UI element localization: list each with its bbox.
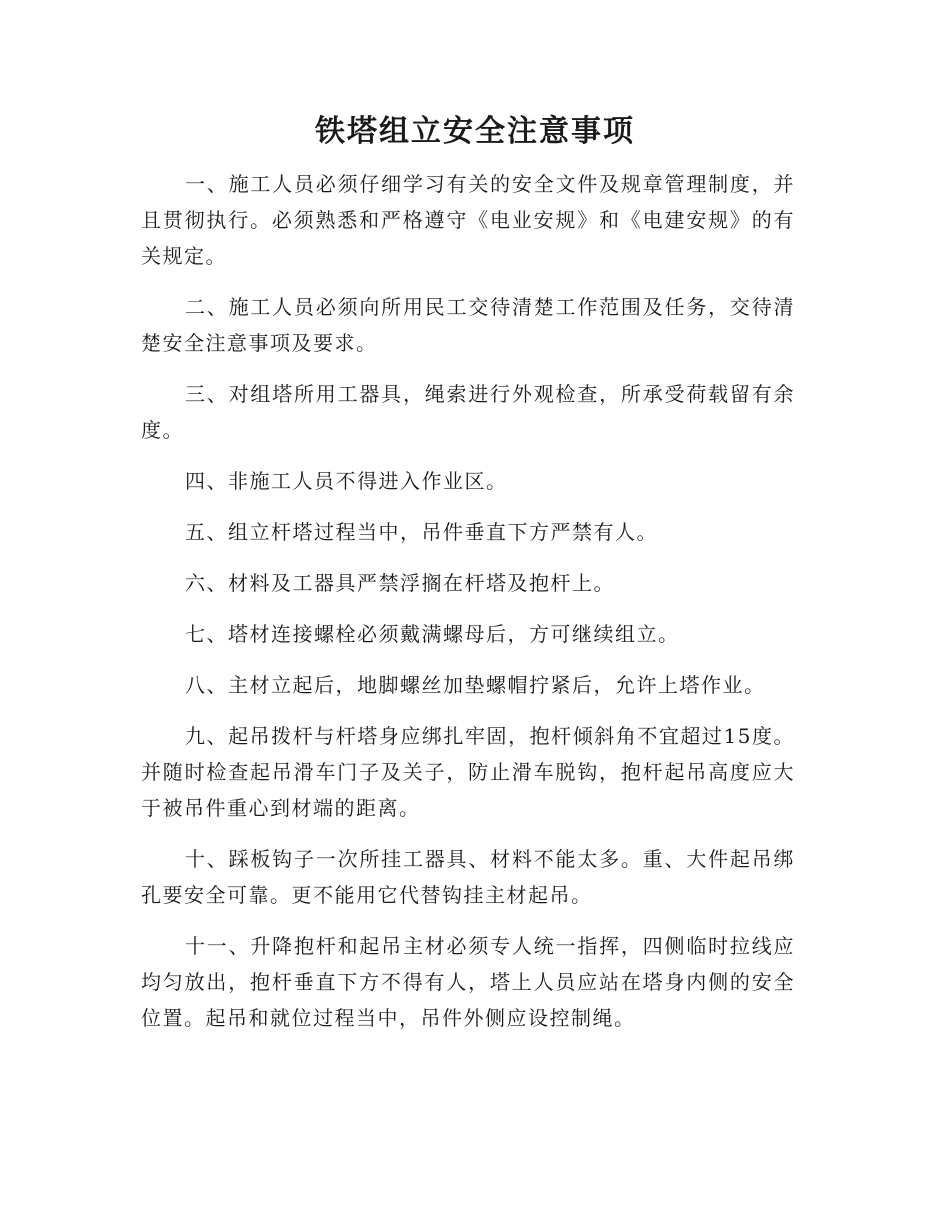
paragraph: 十一、升降抱杆和起吊主材必须专人统一指挥，四侧临时拉线应均匀放出，抱杆垂直下方不得有人，塔上人员应站在塔身内侧的安全位置。起吊和就位过程当中，吊件外侧应设控制绳。 [141,934,795,1030]
document-title: 铁塔组立安全注意事项 [315,114,635,149]
paragraph: 一、施工人员必须仔细学习有关的安全文件及规章管理制度，并且贯彻执行。必须熟悉和严格遵守《电业安规》和《电建安规》的有关规定。 [141,172,795,268]
paragraph: 八、主材立起后，地脚螺丝加垫螺帽拧紧后，允许上塔作业。 [185,673,766,697]
paragraph: 四、非施工人员不得进入作业区。 [185,469,508,493]
paragraph: 七、塔材连接螺栓必须戴满螺母后，方可继续组立。 [185,622,680,646]
paragraph: 三、对组塔所用工器具，绳索进行外观检查，所承受荷载留有余度。 [141,382,795,442]
paragraph: 九、起吊拨杆与杆塔身应绑扎牢固，抱杆倾斜角不宜超过15度。并随时检查起吊滑车门子及关子，防止滑车脱钩，抱杆起吊高度应大于被吊件重心到材端的距离。 [141,724,795,820]
document-body [141,166,795,1051]
paragraph: 五、组立杆塔过程当中，吊件垂直下方严禁有人。 [185,520,658,544]
paragraph: 二、施工人员必须向所用民工交待清楚工作范围及任务，交待清楚安全注意事项及要求。 [141,295,795,355]
paragraph: 十、踩板钩子一次所挂工器具、材料不能太多。重、大件起吊绑孔要安全可靠。更不能用它代替钩挂主材起吊。 [141,847,795,907]
paragraph: 六、材料及工器具严禁浮搁在杆塔及抱杆上。 [185,571,615,595]
